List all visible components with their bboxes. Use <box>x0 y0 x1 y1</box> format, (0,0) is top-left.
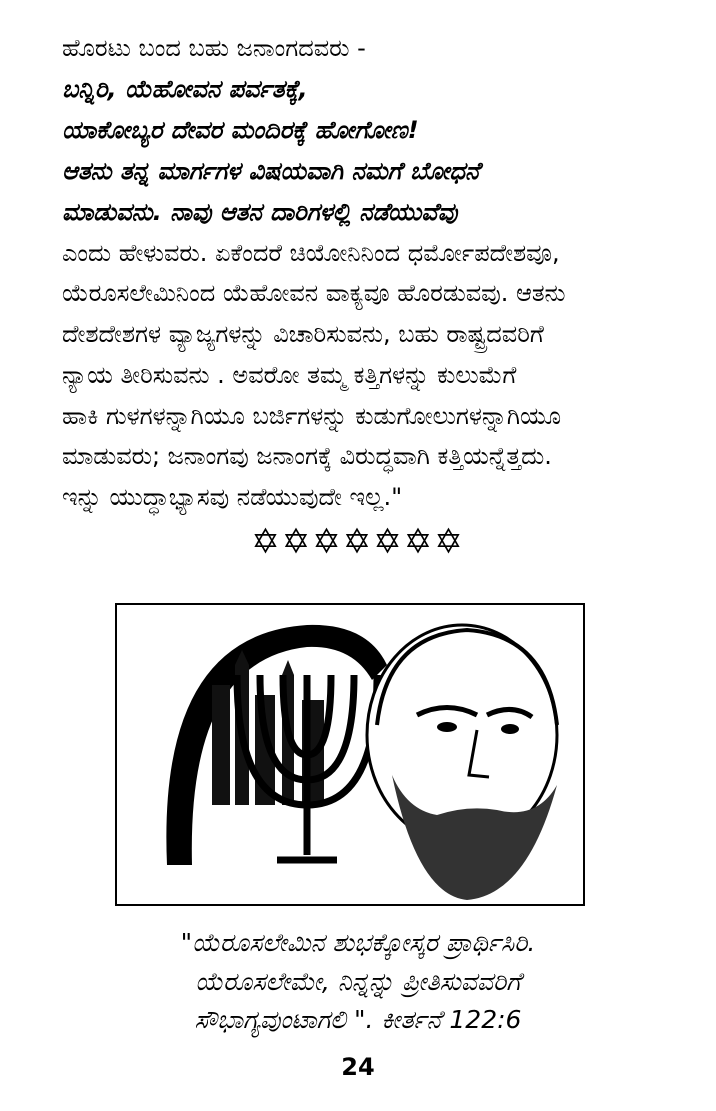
body-line-2: ಬನ್ನಿರಿ, ಯೆಹೋವನ ಪರ್ವತಕ್ಕೆ, <box>62 75 308 103</box>
caption-line-1: "ಯೆರೂಸಲೇಮಿನ ಶುಭಕ್ಕೋಸ್ಕರ ಪ್ರಾರ್ಥಿಸಿರಿ. <box>180 928 536 957</box>
page-number: 24 <box>341 1053 375 1081</box>
body-line-8: ದೇಶದೇಶಗಳ ವ್ಯಾಜ್ಯಗಳನ್ನು ವಿಚಾರಿಸುವನು, ಬಹು ರಾಷ್ಟ್ರದವರಿಗೆ <box>62 320 544 348</box>
body-line-7: ಯೆರೂಸಲೇಮಿನಿಂದ ಯೆಹೋವನ ವಾಕ್ಯವೂ ಹೊರಡುವವು. ಆತನು <box>62 279 566 307</box>
arch-shape <box>166 625 387 865</box>
body-line-4: ಆತನು ತನ್ನ ಮಾರ್ಗಗಳ ವಿಷಯವಾಗಿ ನಮಗೆ ಬೋಧನೆ <box>62 157 480 185</box>
body-line-9: ನ್ಯಾಯ ತೀರಿಸುವನು . ಅವರೋ ತಮ್ಮ ಕತ್ತಿಗಳನ್ನು ಕುಲುಮೆಗೆ <box>62 361 517 389</box>
caption-line-3: ಸೌಭಾಗ್ಯವುಂಟಾಗಲಿ ". ಕೀರ್ತನೆ 122:6 <box>194 1005 522 1034</box>
caption-line-2: ಯೆರೂಸಲೇಮೇ, ನಿನ್ನನ್ನು ಪ್ರೀತಿಸುವವರಿಗೆ <box>195 967 521 996</box>
body-line-3: ಯಾಕೋಬ್ಯರ ದೇವರ ಮಂದಿರಕ್ಕೆ ಹೋಗೋಣ! <box>62 116 419 144</box>
body-line-1: ಹೊರಟು ಬಂದ ಬಹು ಜನಾಂಗದವರು - <box>62 34 366 62</box>
body-line-11: ಮಾಡುವರು; ಜನಾಂಗವು ಜನಾಂಗಕ್ಕೆ ವಿರುದ್ಧವಾಗಿ ಕತ್ತಿಯನ್ನೆತ್ತದು. <box>62 442 552 470</box>
menorah-and-elder-illustration <box>117 605 583 904</box>
body-line-12: ಇನ್ನು ಯುದ್ಧಾಭ್ಯಾಸವು ನಡೆಯುವುದೇ ಇಲ್ಲ." <box>62 483 403 511</box>
elder-portrait <box>367 625 557 900</box>
body-line-6: ಎಂದು ಹೇಳುವರು. ಏಕೆಂದರೆ ಚಿಯೋನಿನಿಂದ ಧರ್ಮೋಪದೇಶವೂ, <box>62 239 560 267</box>
body-line-10: ಹಾಕಿ ಗುಳಗಳನ್ನಾಗಿಯೂ ಬರ್ಜಿಗಳನ್ನು ಕುಡುಗೋಲುಗಳನ್ನಾಗಿಯೂ <box>62 402 562 430</box>
body-line-5: ಮಾಡುವನು. ನಾವು ಆತನ ದಾರಿಗಳಲ್ಲಿ ನಡೆಯುವೆವು <box>62 198 458 226</box>
star-of-david-divider: ✡✡✡✡✡✡✡ <box>251 522 465 562</box>
illustration <box>115 603 585 906</box>
